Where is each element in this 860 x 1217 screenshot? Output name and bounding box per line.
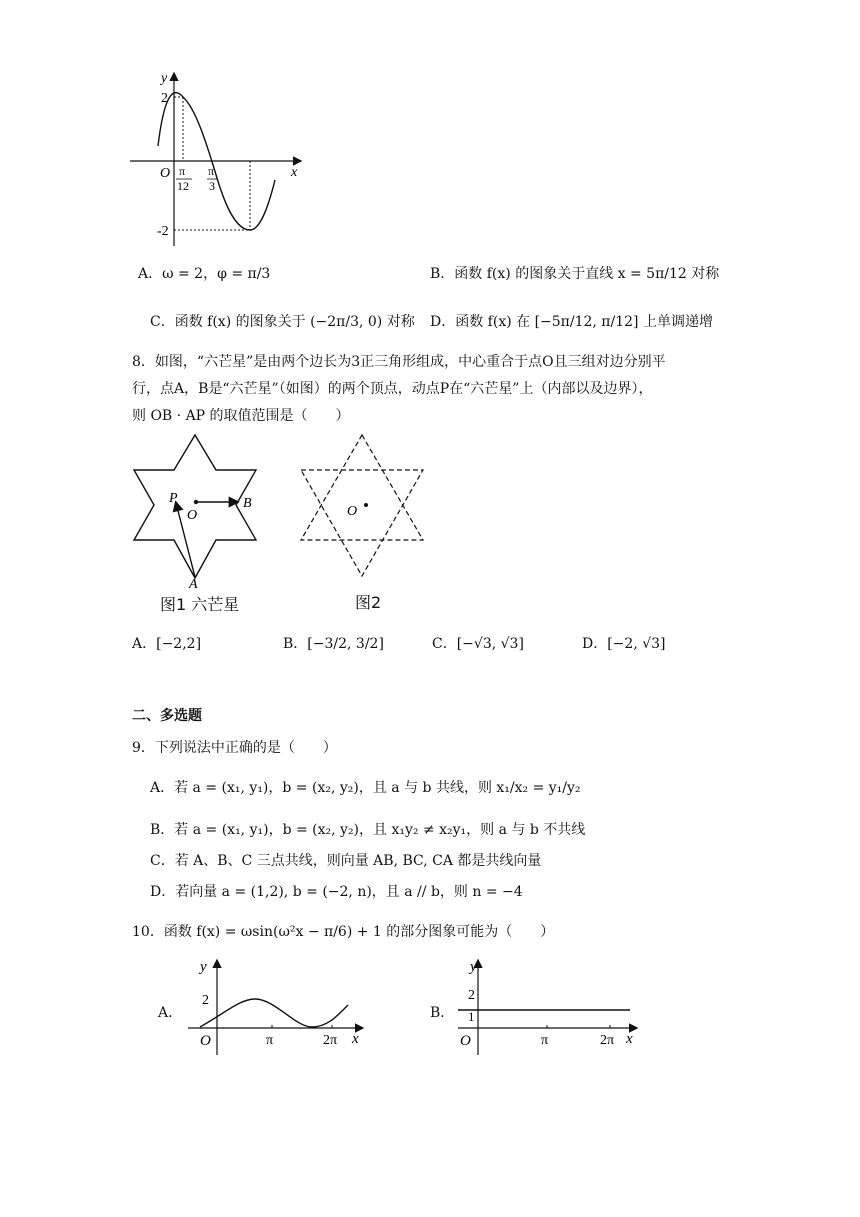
two-pi-label: 2π	[600, 1033, 615, 1048]
q9-option-b: B．若 a = (x₁, y₁)，b = (x₂, y₂)，且 x₁y₂ ≠ x₂y₁，则 a 与 b 不共线	[150, 822, 586, 838]
label-a: A	[189, 577, 198, 590]
tick2-num: π	[208, 164, 215, 178]
q7-option-b: B．函数 f(x) 的图象关于直线 x = 5π/12 对称	[430, 266, 720, 282]
q8-stem-line3: 则 OB · AP 的取值范围是（ ）	[132, 408, 350, 424]
origin-label: O	[460, 1033, 471, 1049]
q7-option-d: D．函数 f(x) 在 [−5π/12, π/12] 上单调递增	[430, 314, 713, 330]
tick1-num: π	[179, 164, 186, 178]
x-axis-label: x	[291, 165, 298, 180]
q8-figure2-triangles	[295, 430, 435, 585]
q10-graph-a	[180, 955, 370, 1060]
q8-stem-line2: 行，点A，B是“六芒星”（如图）的两个顶点，动点P在“六芒星”上（内部以及边界），	[132, 381, 653, 397]
two-pi-label: 2π	[323, 1033, 338, 1048]
q10-graph-b	[450, 955, 645, 1060]
label-o: O	[347, 504, 358, 519]
q10-stem: 10．函数 f(x) = ωsin(ω²x − π/6) + 1 的部分图象可能为（ ）	[132, 924, 555, 940]
y-label: y	[200, 959, 207, 975]
triangle-down	[301, 470, 423, 576]
tick2-den: 3	[209, 179, 215, 193]
label-b: B	[243, 496, 252, 511]
section-title-multiple-choice: 二、多选题	[132, 708, 202, 724]
q8-option-b: B．[−3/2, 3/2]	[283, 636, 384, 652]
triangle-up	[301, 435, 423, 540]
q9-stem: 9．下列说法中正确的是（ ）	[132, 740, 337, 756]
one-label: 1	[468, 1009, 475, 1024]
label-o: O	[187, 508, 198, 523]
hexagram-outline	[134, 435, 256, 578]
pi-label: π	[266, 1033, 274, 1048]
q9-option-c: C．若 A、B、C 三点共线，则向量 AB, BC, CA 都是共线向量	[150, 853, 542, 869]
two-label: 2	[202, 993, 209, 1008]
q7-option-c: C．函数 f(x) 的图象关于 (−2π/3, 0) 对称	[150, 314, 415, 330]
center-point	[364, 503, 368, 507]
pi-label: π	[541, 1033, 549, 1048]
q10-option-a-label: A．	[158, 1005, 183, 1021]
origin-label: O	[160, 166, 171, 181]
q8-option-c: C．[−√3, √3]	[432, 636, 524, 652]
label-p: P	[169, 491, 178, 506]
max-label: 2	[161, 91, 168, 106]
x-label: x	[626, 1031, 633, 1047]
q8-figure2-caption: 图2	[355, 593, 382, 612]
q7-sine-graph	[125, 68, 310, 248]
q8-stem-line1: 8．如图，“六芒星”是由两个边长为3正三角形组成，中心重合于点O且三组对边分别平	[132, 354, 666, 370]
x-label: x	[352, 1031, 359, 1047]
q8-option-d: D．[−2, √3]	[582, 636, 666, 652]
q8-option-a: A．[−2,2]	[132, 636, 202, 652]
tick1-den: 12	[177, 179, 189, 193]
q9-option-a: A．若 a = (x₁, y₁)，b = (x₂, y₂)，且 a 与 b 共线，则 x₁/x₂ = y₁/y₂	[150, 780, 581, 796]
y-label: y	[470, 959, 477, 975]
origin-label: O	[200, 1033, 211, 1049]
curve-a	[200, 999, 348, 1027]
q10-option-b-label: B．	[430, 1005, 455, 1021]
min-label: -2	[157, 224, 169, 239]
y-axis-label: y	[161, 71, 168, 86]
q7-option-a: A．ω = 2，φ = π/3	[138, 266, 271, 282]
q9-option-d: D．若向量 a = (1,2), b = (−2, n)，且 a // b，则 n = −4	[150, 884, 523, 900]
q8-figure1-caption: 图1 六芒星	[160, 595, 240, 614]
two-label: 2	[468, 988, 475, 1003]
q8-figure1-hexagram	[125, 430, 275, 590]
